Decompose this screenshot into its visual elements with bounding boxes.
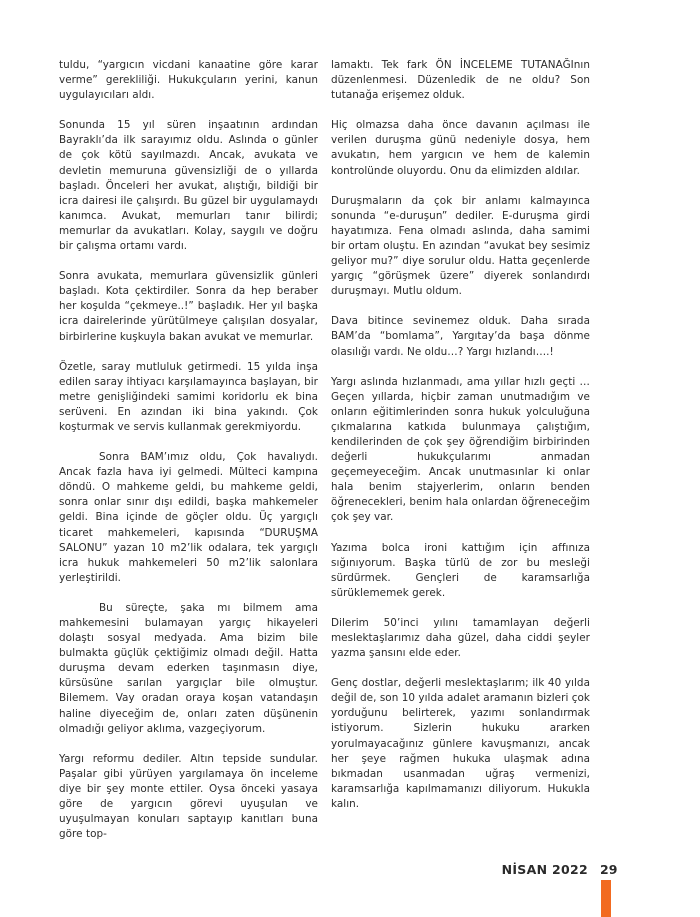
- paragraph: Yazıma bolca ironi kattığım için affınıza sığınıyorum. Başka türlü de zor bu mesleği sürdürmek. Gençleri de karamsarlığa sürüklememek gerek.: [331, 541, 590, 599]
- paragraph: Yargı aslında hızlanmadı, ama yıllar hızlı geçti … Geçen yıllarda, hiçbir zaman unutmadığım ve onların eğitimlerinden sonra hukuk yolculuğuna çıkmalarına katkıda bulunmaya çalıştığım, kendilerinden de çok şey öğrendiğim birbirinden değerli hukukçularımı anmadan geçemeyeceğim. Ancak unutmasınlar ki onlar hala benim stajyerlerim, onların benden öğrenecekleri, benim hala onlardan öğreneceğim çok şey var.: [331, 375, 590, 524]
- accent-bar: [601, 880, 611, 917]
- paragraph: Bu süreçte, şaka mı bilmem ama mahkemesini bulamayan yargıç hikayeleri dolaştı sosyal medyada. Ama bizim bile bulmakta güçlük çektiğimiz olmadı değil. Hatta duruşma devam ederken taşınmasın diye, kürsüsüne sarılan yargıçlar bile olmuştur. Bilemem. Vay oradan oraya koşan vatandaşın haline diyeceğim de, onları zaten düşünenin olmadığı geliyor aklıma, vazgeçiyorum.: [59, 601, 318, 735]
- paragraph: Sonra BAM’ımız oldu, Çok havalıydı. Ancak fazla hava iyi gelmedi. Mülteci kampına döndü. O mahkeme geldi, bu mahkeme geldi, sonra onlar sınır dışı edildi, başka mahkemeler geldi. Bina içinde de göçler oldu. Üç yargıçlı ticaret mahkemeleri, kapısında “DURUŞMA SALONU” yazan 10 m2’lik odalara, tek yargıçlı icra hukuk mahkemeleri 50 m2’lik salonlara yerleştirildi.: [59, 451, 318, 584]
- paragraph: Sonunda 15 yıl süren inşaatının ardından Bayraklı’da ilk sarayımız oldu. Aslında o günler de çok kötü sayılmazdı. Ancak, avukata ve devletin memuruna güvensizliği de o yıllarda başladı. Önceleri her avukat, alıştığı, bildiği bir icra dairesi ile çalışırdı. Bu güzel bir uygulamaydı kanımca. Avukat, memurları tanır bilirdi; memurlar da avukatları. Kolay, saygılı ve doğru bir çalışma ortamı vardı.: [59, 119, 318, 253]
- paragraph: tuldu, “yargıcın vicdani kanaatine göre karar verme” gerekliliği. Hukukçuların yerini, kanun uygulayıcıları aldı.: [59, 59, 318, 102]
- page-number: 29: [600, 862, 618, 877]
- paragraph: Dava bitince sevinemez olduk. Daha sırada BAM’da “bomlama”, Yargıtay’da başa dönme olasılığı vardı. Ne oldu…? Yargı hızlandı….!: [331, 315, 590, 358]
- paragraph: Genç dostlar, değerli meslektaşlarım; ilk 40 yılda değil de, son 10 yılda adalet aramanın bizleri çok yorduğunu belirterek, yazımı sonlandırmak istiyorum. Sizlerin hukuku ararken yorulmayacağınız günlere kavuşmanızı, ancak her şeye rağmen hukuka ulaşmak adına bıkmadan usanmadan uğraş vermenizi, karamsarlığa kapılmamanızı diliyorum. Hukukla kalın.: [331, 677, 590, 810]
- paragraph: Sonra avukata, memurlara güvensizlik günleri başladı. Kota çektirdiler. Sonra da hep beraber her koşulda “çekmeye..!” başladık. Her yıl başka icra dairelerinde yürütülmeye çalışılan dosyalar, birbirlerine kuşkuyla bakan avukat ve memurlar.: [59, 270, 318, 343]
- issue-date: NİSAN 2022: [501, 862, 588, 877]
- paragraph: Yargı reformu dediler. Altın tepside sundular. Paşalar gibi yürüyen yargılamaya ön inceleme diye bir şey monte ettiler. Oysa önceki yasaya göre de yargıcın görevi uyuşulan ve uyuşulmayan konuları saptayıp kanıtları buna göre top-: [59, 752, 318, 841]
- paragraph: lamaktı. Tek fark ÖN İNCELEME TUTANAĞInın düzenlenmesi. Düzenledik de ne oldu? Son tutanağa erişemez olduk.: [331, 59, 590, 102]
- left-column: [59, 58, 318, 857]
- paragraph: Dilerim 50’inci yılını tamamlayan değerli meslektaşlarımız daha güzel, daha ciddi şeyler yazma şansını elde eder.: [331, 616, 590, 660]
- paragraph: Hiç olmazsa daha önce davanın açılması ile verilen duruşma günü nedeniyle dosya, hem avukatın, hem yargıcın ve hem de kalemin kontrolünde oluyordu. Onu da elimizden aldılar.: [331, 119, 590, 177]
- paragraph: Özetle, saray mutluluk getirmedi. 15 yılda inşa edilen saray ihtiyacı karşılamayınca başlayan, bir metre genişliğindeki samimi koridorlu ek bina serüveni. En azından iki bina yakındı. Çok koşturmak ve servis kullanmak gerekmiyordu.: [59, 360, 318, 433]
- paragraph: Duruşmaların da çok bir anlamı kalmayınca sonunda “e-duruşun” dediler. E-duruşma girdi hayatımıza. Fena olmadı aslında, daha samimi bir ortam oluştu. En azından “avukat bey sesimiz geliyor mu?” diye sorulur oldu. Hatta geçenlerde yargıç “görüşmek üzere” diyerek sonlandırdı duruşmayı. Mutlu oldum.: [331, 194, 590, 298]
- right-column: [331, 58, 590, 827]
